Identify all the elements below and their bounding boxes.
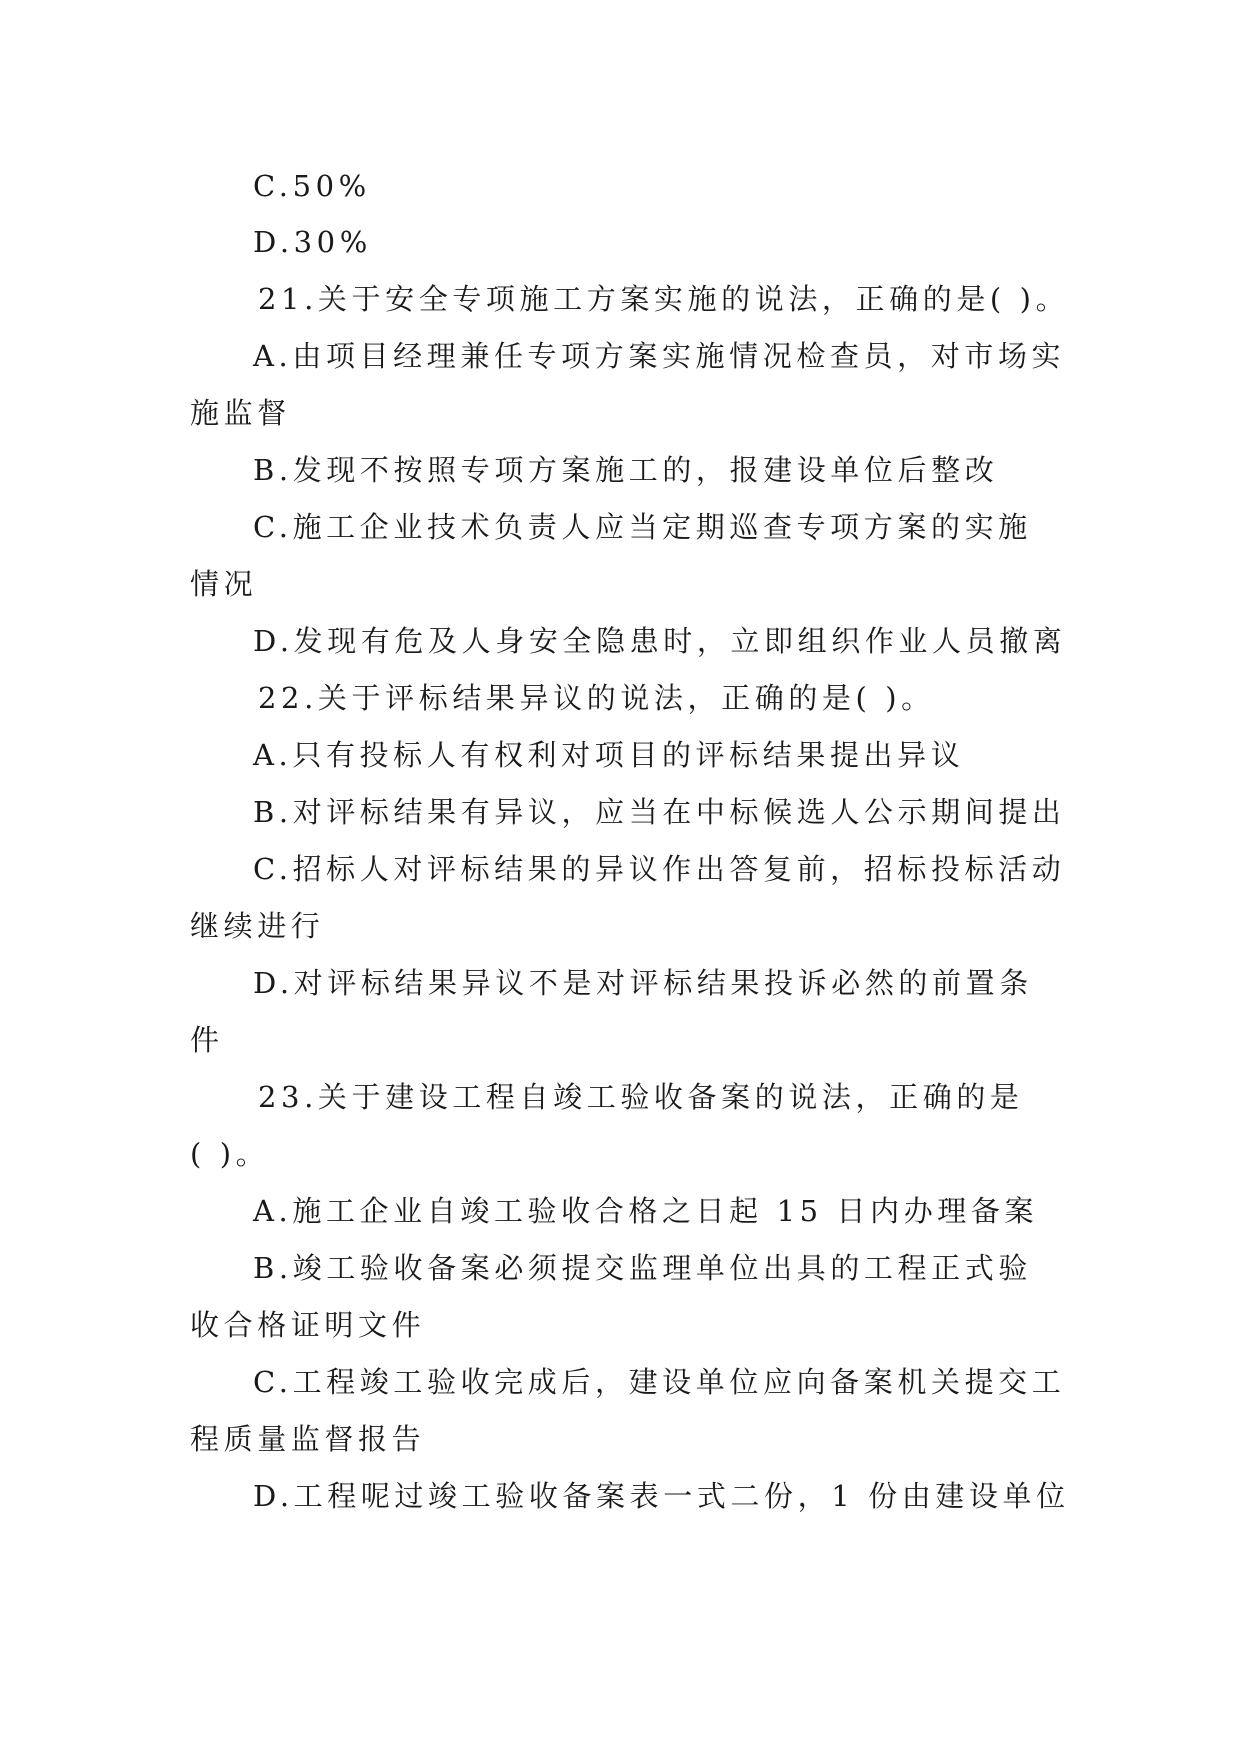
option-b-q22: B.对评标结果有异议，应当在中标候选人公示期间提出 xyxy=(253,795,1066,829)
option-c-q21: C.施工企业技术负责人应当定期巡查专项方案的实施 xyxy=(253,510,1032,544)
option-a-q22: A.只有投标人有权利对项目的评标结果提出异议 xyxy=(253,738,965,772)
option-b-q21: B.发现不按照专项方案施工的，报建设单位后整改 xyxy=(253,453,999,487)
option-c-q21-cont: 情况 xyxy=(190,567,258,601)
option-d-q21: D.发现有危及人身安全隐患时，立即组织作业人员撤离 xyxy=(253,624,1067,658)
option-c-q23: C.工程竣工验收完成后，建设单位应向备案机关提交工 xyxy=(253,1365,1066,1399)
option-a-q23: A.施工企业自竣工验收合格之日起 15 日内办理备案 xyxy=(253,1194,1039,1228)
option-d-q20: D.30% xyxy=(253,225,372,259)
option-d-q22-cont: 件 xyxy=(190,1023,224,1057)
question-22: 22.关于评标结果异议的说法，正确的是( )。 xyxy=(258,681,935,715)
option-c-q20: C.50% xyxy=(253,169,371,203)
option-c-q22-cont: 继续进行 xyxy=(190,909,325,943)
option-a-q21-cont: 施监督 xyxy=(190,396,291,430)
option-c-q23-cont: 程质量监督报告 xyxy=(190,1422,426,1456)
option-d-q22: D.对评标结果异议不是对评标结果投诉必然的前置条 xyxy=(253,966,1033,1000)
question-23-cont: ( )。 xyxy=(190,1137,270,1171)
question-21: 21.关于安全专项施工方案实施的说法，正确的是( )。 xyxy=(258,282,1070,316)
option-a-q21: A.由项目经理兼任专项方案实施情况检查员，对市场实 xyxy=(253,339,1066,373)
question-23: 23.关于建设工程自竣工验收备案的说法，正确的是 xyxy=(258,1080,1024,1114)
option-c-q22: C.招标人对评标结果的异议作出答复前，招标投标活动 xyxy=(253,852,1066,886)
option-b-q23-cont: 收合格证明文件 xyxy=(190,1308,426,1342)
option-b-q23: B.竣工验收备案必须提交监理单位出具的工程正式验 xyxy=(253,1251,1032,1285)
option-d-q23: D.工程呢过竣工验收备案表一式二份，1 份由建设单位 xyxy=(253,1479,1070,1513)
